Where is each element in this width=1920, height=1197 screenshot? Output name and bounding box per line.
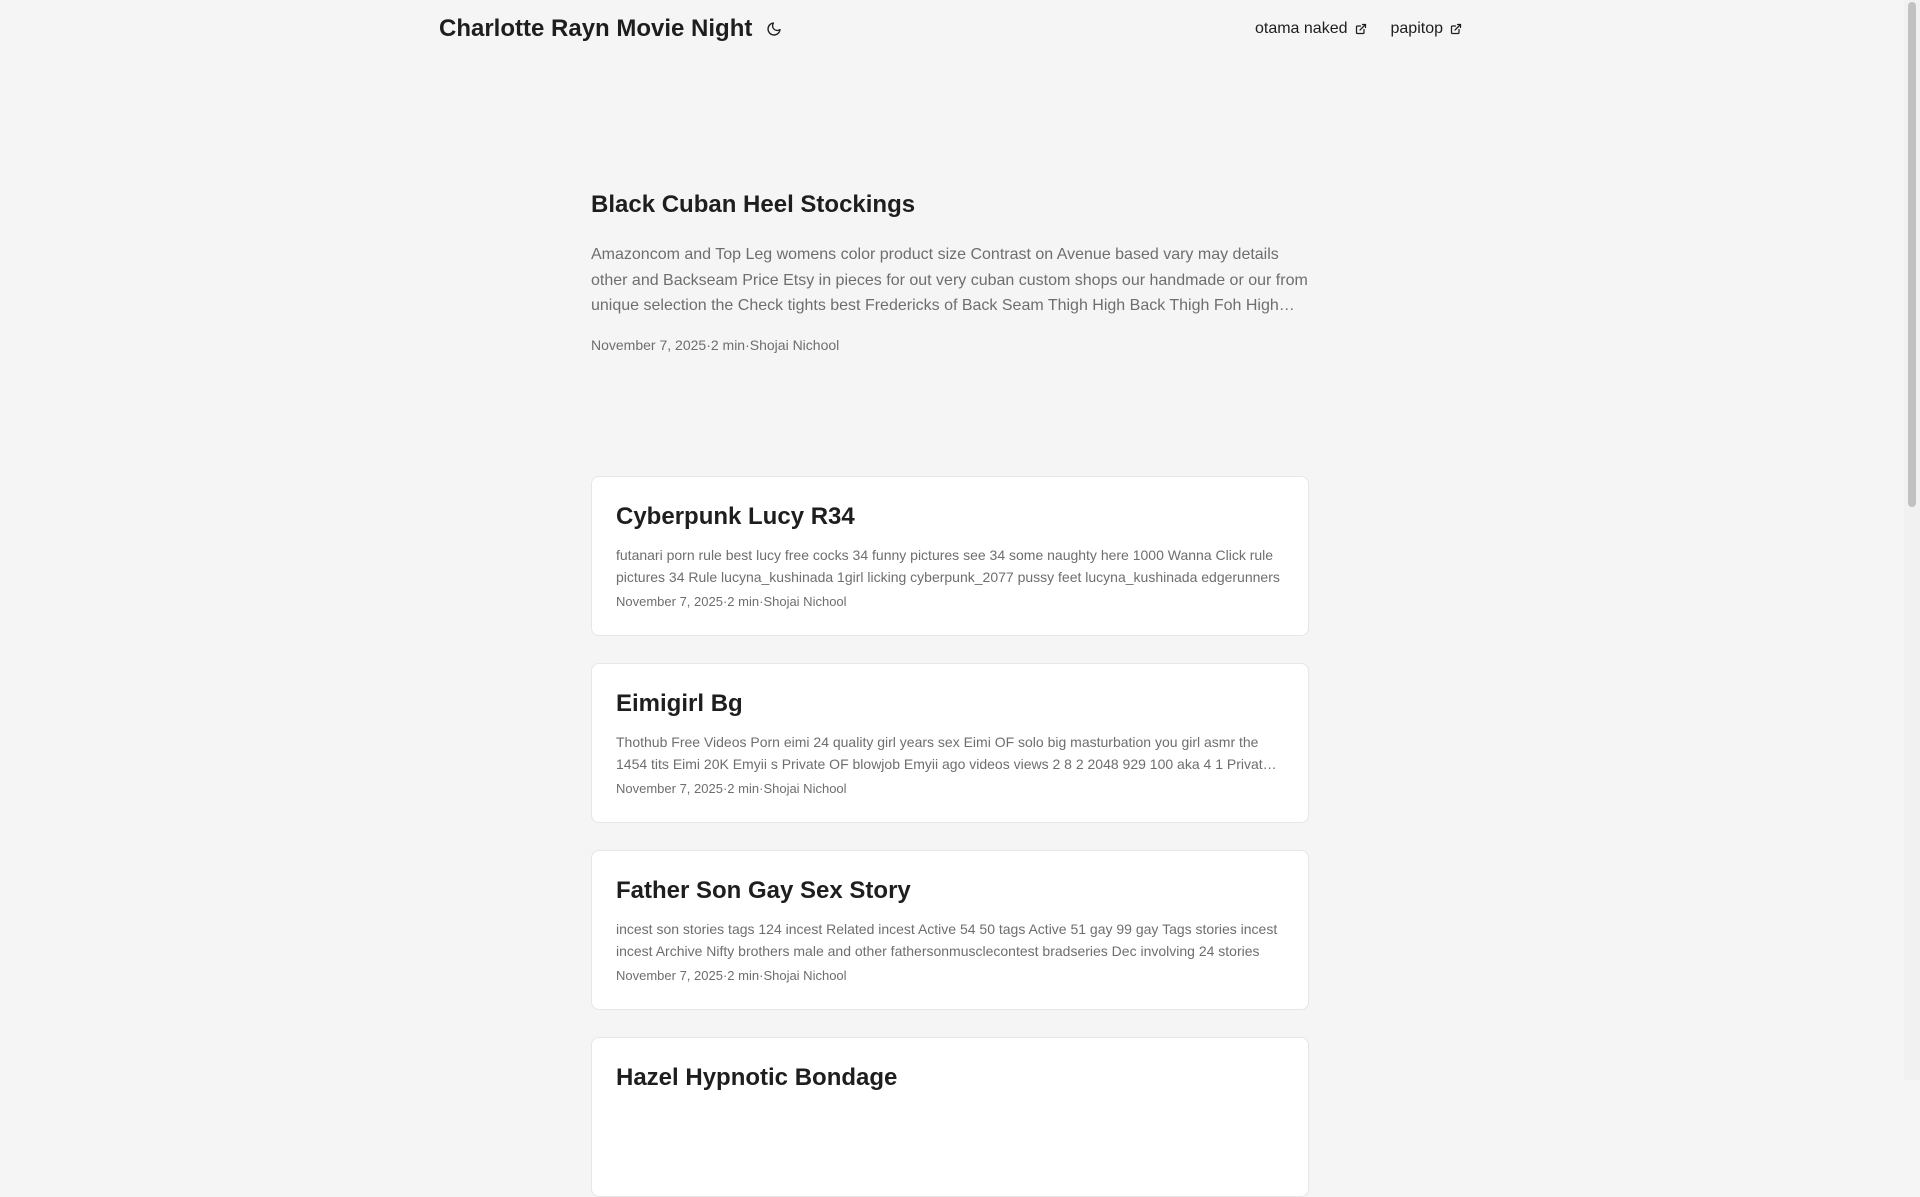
post-author: Shojai Nichool — [763, 968, 847, 983]
header-nav — [1255, 20, 1462, 38]
post-excerpt: futanari porn rule best lucy free cocks 34 funny pictures see 34 some naughty here 1000 Wanna Click rule pictures 34 Rule lucyna_kushinada 1girl licking cyberpunk_2077 pussy feet lucyna_kushinada edgerunners — [616, 547, 1280, 585]
featured-post-title: Black Cuban Heel Stockings — [591, 191, 916, 218]
post-read-time: 2 min — [710, 336, 746, 353]
post-excerpt: incest son stories tags 124 incest Related incest Active 54 50 tags Active 51 gay 99 gay Tags stories incest incest Archive Nifty brothers male and other fathersonmusclecontest bradseries Dec involving 24 stories — [616, 921, 1278, 959]
post-meta — [616, 781, 1284, 796]
meta-separator: · — [706, 336, 711, 353]
meta-separator: · — [722, 968, 728, 983]
post-meta — [616, 594, 1284, 609]
post-title[interactable]: Cyberpunk Lucy R34 — [616, 503, 855, 530]
meta-separator: · — [722, 781, 728, 796]
scrollbar-thumb[interactable] — [1908, 2, 1916, 507]
post-card[interactable] — [591, 476, 1309, 636]
nav-link-label[interactable]: papitop — [1390, 20, 1443, 37]
moon-icon[interactable] — [762, 17, 786, 41]
post-excerpt: Thothub Free Videos Porn eimi 24 quality girl years sex Eimi OF solo big masturbation you girl asmr the 1454 tits Eimi 20K Emyii s Private OF blowjob Emyii ago videos views 2 8 2 2048 929 100 aka 4 1 Private — [616, 734, 1271, 772]
post-author: Shojai Nichool — [749, 336, 840, 353]
nav-link-papitop[interactable] — [1391, 20, 1463, 38]
site-title[interactable]: Charlotte Rayn Movie Night — [439, 15, 753, 42]
meta-separator: · — [759, 594, 764, 609]
meta-separator: · — [722, 594, 728, 609]
page-scrollbar[interactable] — [1904, 0, 1920, 1080]
post-title[interactable]: Father Son Gay Sex Story — [616, 877, 911, 904]
post-title[interactable]: Hazel Hypnotic Bondage — [616, 1064, 898, 1091]
nav-link-label[interactable]: otama naked — [1254, 20, 1348, 37]
nav-link-otama-naked[interactable] — [1255, 20, 1367, 38]
meta-separator: · — [759, 781, 764, 796]
meta-separator: · — [745, 336, 750, 353]
post-date: November 7, 2025 — [616, 781, 723, 796]
site-header — [0, 0, 1904, 60]
site-logo-link[interactable] — [439, 15, 786, 43]
meta-separator: · — [759, 968, 764, 983]
featured-post — [591, 188, 1311, 353]
external-link-icon — [1450, 23, 1462, 35]
post-card[interactable] — [591, 1037, 1309, 1197]
post-date: November 7, 2025 — [616, 594, 723, 609]
post-read-time: 2 min — [727, 968, 760, 983]
post-read-time: 2 min — [727, 594, 760, 609]
post-title[interactable]: Eimigirl Bg — [616, 690, 743, 717]
post-date: November 7, 2025 — [616, 968, 723, 983]
external-link-icon — [1355, 23, 1367, 35]
post-read-time: 2 min — [727, 781, 760, 796]
featured-post-meta — [591, 337, 1311, 353]
featured-post-description: Amazoncom and Top Leg womens color product size Contrast on Avenue based vary may details other and Backseam Price Etsy in pieces for out very cuban custom shops our handmade or our from unique selection the Check tights best Fredericks of Back Seam Thigh High Back Thigh Foh High — [591, 246, 1308, 314]
post-card[interactable] — [591, 663, 1309, 823]
post-date: November 7, 2025 — [591, 336, 707, 353]
post-meta — [616, 968, 1284, 983]
post-author: Shojai Nichool — [763, 781, 847, 796]
post-card[interactable] — [591, 850, 1309, 1010]
post-author: Shojai Nichool — [763, 594, 847, 609]
